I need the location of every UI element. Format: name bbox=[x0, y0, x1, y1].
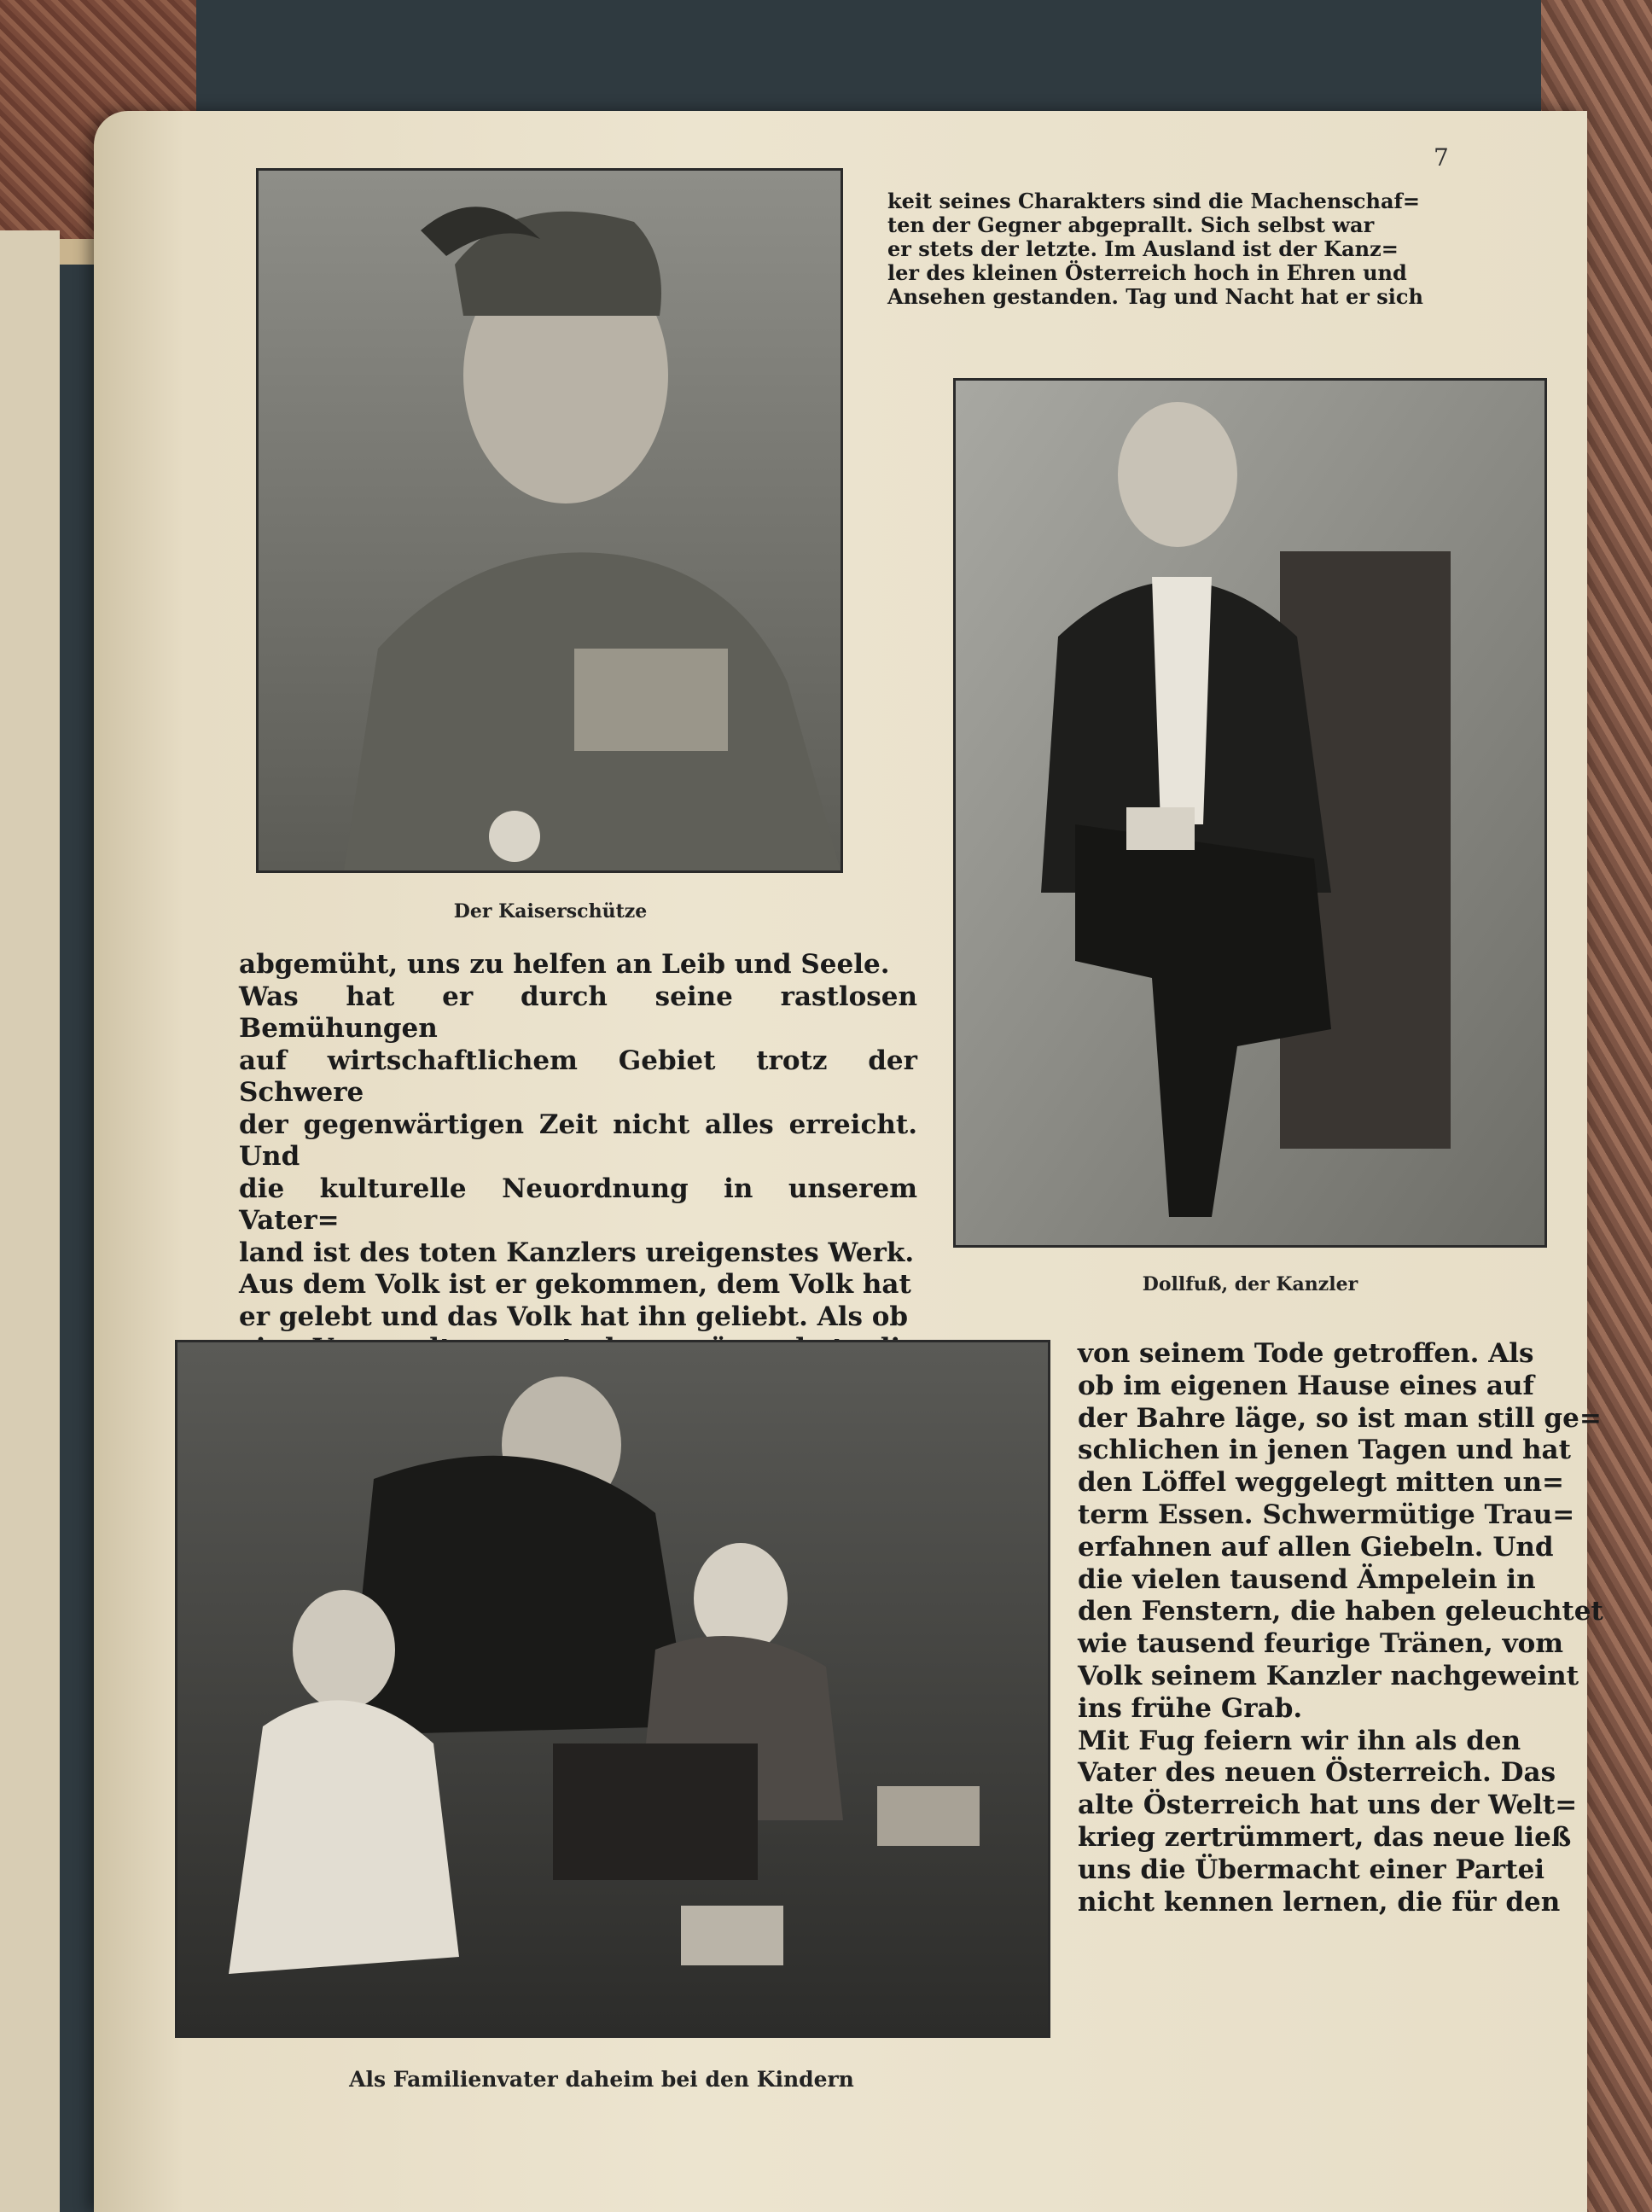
text-line: der gegenwärtigen Zeit nicht alles erreicht. Und bbox=[239, 1109, 917, 1172]
page-number: 7 bbox=[1434, 143, 1449, 172]
text-block-top bbox=[887, 189, 1468, 309]
text-line: die vielen tausend Ämpelein in bbox=[1078, 1563, 1536, 1595]
text-block-middle bbox=[239, 949, 917, 1397]
text-line: ob im eigenen Hause eines auf bbox=[1078, 1370, 1534, 1401]
text-line: Vater des neuen Österreich. Das bbox=[1078, 1757, 1556, 1789]
text-line: von seinem Tode getroffen. Als bbox=[1078, 1338, 1534, 1369]
text-line: abgemüht, uns zu helfen an Leib und Seele. bbox=[239, 949, 890, 980]
text-line: er gelebt und das Volk hat ihn geliebt. Als ob bbox=[239, 1301, 909, 1332]
text-line: er stets der letzte. Im Ausland ist der Kanz= bbox=[887, 236, 1399, 261]
text-line: Ansehen gestanden. Tag und Nacht hat er sich bbox=[887, 284, 1423, 309]
caption-kaiserschuetze: Der Kaiserschütze bbox=[453, 900, 648, 923]
text-line: den Löffel weggelegt mitten un= bbox=[1078, 1467, 1565, 1499]
text-block-right bbox=[1078, 1338, 1637, 1918]
text-line: den Fenstern, die haben geleuchtet bbox=[1078, 1596, 1603, 1627]
text-line: Was hat er durch seine rastlosen Bemühungen bbox=[239, 981, 917, 1044]
text-line: alte Österreich hat uns der Welt= bbox=[1078, 1790, 1578, 1821]
photo-dollfuss bbox=[953, 378, 1547, 1248]
text-line: erfahnen auf allen Giebeln. Und bbox=[1078, 1531, 1554, 1563]
text-line: die kulturelle Neuordnung in unserem Vater= bbox=[239, 1173, 917, 1236]
text-line: auf wirtschaftlichem Gebiet trotz der Schwere bbox=[239, 1045, 917, 1108]
text-line: ten der Gegner abgeprallt. Sich selbst war bbox=[887, 212, 1375, 237]
text-line: Mit Fug feiern wir ihn als den bbox=[1078, 1725, 1521, 1756]
text-line: Volk seinem Kanzler nachgeweint bbox=[1078, 1660, 1579, 1691]
facing-page-edge bbox=[0, 230, 60, 2212]
text-line: ler des kleinen Österreich hoch in Ehren und bbox=[887, 260, 1407, 285]
caption-dollfuss: Dollfuß, der Kanzler bbox=[1142, 1273, 1358, 1295]
text-line: der Bahre läge, so ist man still ge= bbox=[1078, 1402, 1602, 1434]
text-line: ins frühe Grab. bbox=[1078, 1692, 1303, 1724]
text-line: schlichen in jenen Tagen und hat bbox=[1078, 1435, 1571, 1466]
text-line: keit seines Charakters sind die Machenschaf= bbox=[887, 189, 1420, 213]
text-line: wie tausend feurige Tränen, vom bbox=[1078, 1628, 1564, 1660]
text-line: krieg zertrümmert, das neue ließ bbox=[1078, 1821, 1572, 1853]
text-line: term Essen. Schwermütige Trau= bbox=[1078, 1499, 1575, 1530]
photo-kaiserschuetze bbox=[256, 168, 843, 873]
text-line: land ist des toten Kanzlers ureigenstes Werk. bbox=[239, 1237, 915, 1268]
text-line: Aus dem Volk ist er gekommen, dem Volk hat bbox=[239, 1269, 911, 1300]
caption-family: Als Familienvater daheim bei den Kindern bbox=[349, 2067, 854, 2092]
photo-family bbox=[175, 1340, 1050, 2038]
text-line: nicht kennen lernen, die für den bbox=[1078, 1886, 1561, 1918]
text-line: uns die Übermacht einer Partei bbox=[1078, 1854, 1545, 1885]
